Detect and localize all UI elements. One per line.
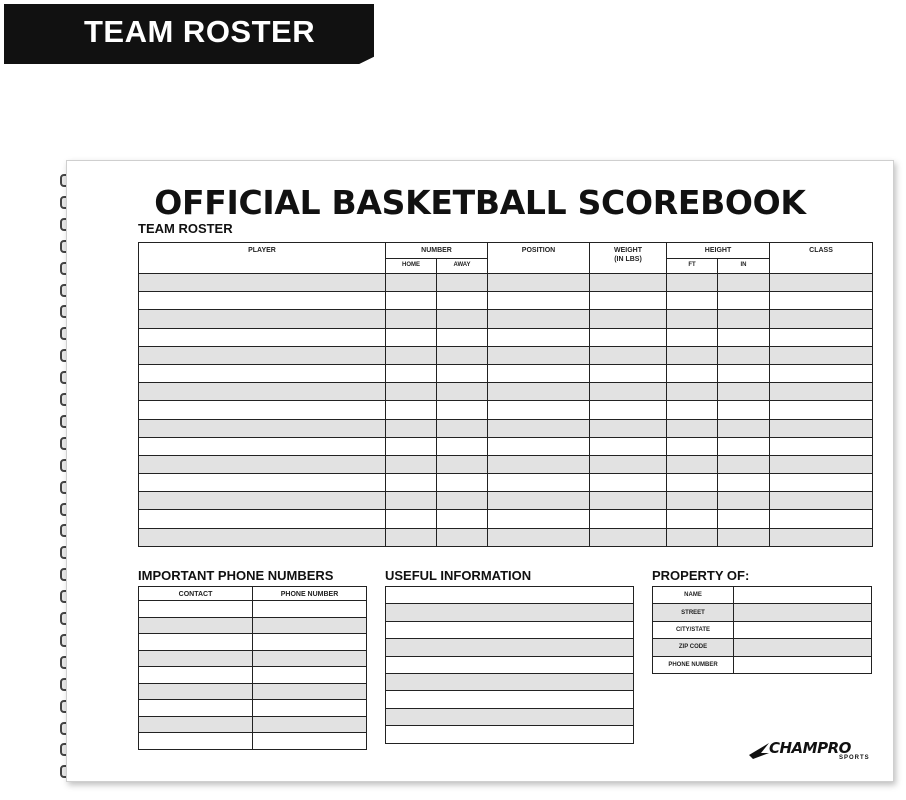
entry-cell[interactable]	[437, 292, 488, 310]
table-row	[139, 492, 873, 510]
col-weight-label: WEIGHT	[614, 247, 643, 254]
entry-cell[interactable]	[770, 346, 873, 364]
entry-cell[interactable]	[770, 383, 873, 401]
table-row	[139, 601, 367, 618]
entry-cell[interactable]	[770, 510, 873, 528]
entry-cell[interactable]	[386, 726, 634, 743]
entry-cell[interactable]	[253, 650, 367, 667]
col-number: NUMBER	[386, 243, 488, 259]
entry-cell[interactable]	[386, 292, 437, 310]
entry-cell[interactable]	[488, 401, 590, 419]
entry-cell[interactable]	[770, 401, 873, 419]
table-row	[139, 510, 873, 528]
entry-cell[interactable]	[667, 492, 718, 510]
property-row	[653, 604, 872, 621]
entry-cell[interactable]	[718, 401, 770, 419]
entry-cell[interactable]	[718, 328, 770, 346]
table-row	[139, 328, 873, 346]
entry-cell[interactable]	[770, 328, 873, 346]
entry-cell[interactable]	[488, 528, 590, 546]
property-row	[653, 656, 872, 673]
entry-cell[interactable]	[488, 274, 590, 292]
col-away: AWAY	[437, 259, 488, 274]
entry-cell[interactable]	[590, 346, 667, 364]
entry-cell[interactable]	[590, 401, 667, 419]
table-row	[139, 650, 367, 667]
entry-cell[interactable]	[590, 292, 667, 310]
entry-cell[interactable]	[386, 621, 634, 638]
entry-cell[interactable]	[437, 364, 488, 382]
property-value[interactable]	[734, 639, 872, 656]
swoosh-icon	[747, 741, 771, 761]
entry-cell[interactable]	[386, 656, 634, 673]
entry-cell[interactable]	[386, 528, 437, 546]
entry-cell[interactable]	[667, 310, 718, 328]
phones-heading: IMPORTANT PHONE NUMBERS	[138, 568, 334, 583]
table-row	[139, 346, 873, 364]
table-row	[139, 383, 873, 401]
entry-cell[interactable]	[139, 650, 253, 667]
entry-cell[interactable]	[139, 328, 386, 346]
entry-cell[interactable]	[590, 474, 667, 492]
property-row	[653, 639, 872, 656]
col-phone-number: PHONE NUMBER	[253, 587, 367, 601]
entry-cell[interactable]	[386, 455, 437, 473]
entry-cell[interactable]	[437, 346, 488, 364]
entry-cell[interactable]	[667, 328, 718, 346]
property-label: ZIP CODE	[653, 639, 734, 656]
entry-cell[interactable]	[386, 419, 437, 437]
entry-cell[interactable]	[488, 510, 590, 528]
col-ft: FT	[667, 259, 718, 274]
entry-cell[interactable]	[386, 474, 437, 492]
entry-cell[interactable]	[718, 274, 770, 292]
entry-cell[interactable]	[437, 310, 488, 328]
entry-cell[interactable]	[139, 634, 253, 651]
entry-cell[interactable]	[253, 667, 367, 684]
entry-cell[interactable]	[770, 310, 873, 328]
entry-cell[interactable]	[770, 437, 873, 455]
table-row	[139, 733, 367, 750]
entry-cell[interactable]	[770, 492, 873, 510]
entry-cell[interactable]	[667, 401, 718, 419]
entry-cell[interactable]	[770, 274, 873, 292]
entry-cell[interactable]	[139, 346, 386, 364]
entry-cell[interactable]	[139, 455, 386, 473]
entry-cell[interactable]	[139, 617, 253, 634]
entry-cell[interactable]	[139, 492, 386, 510]
entry-cell[interactable]	[488, 474, 590, 492]
entry-cell[interactable]	[667, 346, 718, 364]
entry-cell[interactable]	[253, 716, 367, 733]
entry-cell[interactable]	[718, 474, 770, 492]
entry-cell[interactable]	[590, 310, 667, 328]
entry-cell[interactable]	[437, 528, 488, 546]
property-table	[652, 586, 872, 674]
entry-cell[interactable]	[139, 700, 253, 717]
entry-cell[interactable]	[139, 683, 253, 700]
entry-cell[interactable]	[590, 437, 667, 455]
entry-cell[interactable]	[386, 274, 437, 292]
table-row	[386, 673, 634, 690]
entry-cell[interactable]	[386, 364, 437, 382]
table-row	[139, 617, 367, 634]
entry-cell[interactable]	[386, 587, 634, 604]
entry-cell[interactable]	[253, 700, 367, 717]
table-row	[139, 310, 873, 328]
entry-cell[interactable]	[770, 528, 873, 546]
entry-cell[interactable]	[139, 528, 386, 546]
entry-cell[interactable]	[770, 364, 873, 382]
entry-cell[interactable]	[139, 601, 253, 618]
entry-cell[interactable]	[718, 364, 770, 382]
table-row	[139, 419, 873, 437]
entry-cell[interactable]	[590, 510, 667, 528]
property-label: STREET	[653, 604, 734, 621]
entry-cell[interactable]	[253, 601, 367, 618]
entry-cell[interactable]	[488, 419, 590, 437]
table-row	[386, 604, 634, 621]
scorebook-page	[66, 160, 894, 782]
property-value[interactable]	[734, 621, 872, 638]
col-weight-unit: (IN LBS)	[614, 256, 642, 263]
entry-cell[interactable]	[667, 383, 718, 401]
entry-cell[interactable]	[437, 419, 488, 437]
entry-cell[interactable]	[590, 364, 667, 382]
entry-cell[interactable]	[718, 310, 770, 328]
entry-cell[interactable]	[437, 474, 488, 492]
entry-cell[interactable]	[437, 437, 488, 455]
entry-cell[interactable]	[253, 634, 367, 651]
property-value[interactable]	[734, 656, 872, 673]
table-row	[139, 474, 873, 492]
entry-cell[interactable]	[488, 364, 590, 382]
col-in: IN	[718, 259, 770, 274]
entry-cell[interactable]	[718, 455, 770, 473]
entry-cell[interactable]	[139, 667, 253, 684]
entry-cell[interactable]	[488, 292, 590, 310]
entry-cell[interactable]	[139, 733, 253, 750]
property-row	[653, 621, 872, 638]
col-contact: CONTACT	[139, 587, 253, 601]
table-row	[139, 528, 873, 546]
table-row	[139, 667, 367, 684]
phones-table	[138, 586, 367, 750]
table-row	[139, 700, 367, 717]
entry-cell[interactable]	[667, 528, 718, 546]
entry-cell[interactable]	[770, 455, 873, 473]
entry-cell[interactable]	[488, 455, 590, 473]
logo-brand: CHAMPRO	[769, 739, 851, 757]
entry-cell[interactable]	[437, 274, 488, 292]
entry-cell[interactable]	[437, 401, 488, 419]
entry-cell[interactable]	[590, 328, 667, 346]
table-row	[386, 639, 634, 656]
entry-cell[interactable]	[718, 383, 770, 401]
entry-cell[interactable]	[386, 310, 437, 328]
entry-cell[interactable]	[718, 528, 770, 546]
entry-cell[interactable]	[718, 346, 770, 364]
entry-cell[interactable]	[590, 274, 667, 292]
entry-cell[interactable]	[386, 492, 437, 510]
entry-cell[interactable]	[770, 474, 873, 492]
logo-sub: SPORTS	[839, 755, 870, 761]
entry-cell[interactable]	[770, 419, 873, 437]
entry-cell[interactable]	[386, 510, 437, 528]
entry-cell[interactable]	[667, 510, 718, 528]
entry-cell[interactable]	[139, 292, 386, 310]
property-heading: PROPERTY OF:	[652, 568, 750, 583]
entry-cell[interactable]	[488, 437, 590, 455]
entry-cell[interactable]	[386, 401, 437, 419]
entry-cell[interactable]	[667, 364, 718, 382]
entry-cell[interactable]	[386, 673, 634, 690]
property-value[interactable]	[734, 587, 872, 604]
entry-cell[interactable]	[139, 364, 386, 382]
table-row	[386, 621, 634, 638]
entry-cell[interactable]	[386, 639, 634, 656]
entry-cell[interactable]	[590, 528, 667, 546]
entry-cell[interactable]	[437, 455, 488, 473]
entry-cell[interactable]	[386, 708, 634, 725]
table-row	[139, 401, 873, 419]
entry-cell[interactable]	[386, 437, 437, 455]
entry-cell[interactable]	[139, 474, 386, 492]
table-row	[139, 683, 367, 700]
property-row	[653, 587, 872, 604]
entry-cell[interactable]	[386, 346, 437, 364]
table-row	[139, 274, 873, 292]
entry-cell[interactable]	[386, 328, 437, 346]
entry-cell[interactable]	[488, 346, 590, 364]
entry-cell[interactable]	[139, 419, 386, 437]
entry-cell[interactable]	[139, 401, 386, 419]
entry-cell[interactable]	[253, 733, 367, 750]
col-player: PLAYER	[139, 243, 386, 274]
table-row	[386, 656, 634, 673]
property-label: NAME	[653, 587, 734, 604]
entry-cell[interactable]	[667, 437, 718, 455]
entry-cell[interactable]	[139, 310, 386, 328]
entry-cell[interactable]	[488, 328, 590, 346]
property-value[interactable]	[734, 604, 872, 621]
table-row	[139, 716, 367, 733]
entry-cell[interactable]	[139, 716, 253, 733]
col-class: CLASS	[770, 243, 873, 274]
entry-cell[interactable]	[139, 510, 386, 528]
entry-cell[interactable]	[253, 617, 367, 634]
table-row	[386, 726, 634, 743]
entry-cell[interactable]	[667, 274, 718, 292]
entry-cell[interactable]	[718, 510, 770, 528]
useful-info-table	[385, 586, 634, 744]
entry-cell[interactable]	[386, 691, 634, 708]
entry-cell[interactable]	[590, 419, 667, 437]
entry-cell[interactable]	[667, 419, 718, 437]
entry-cell[interactable]	[437, 383, 488, 401]
entry-cell[interactable]	[139, 437, 386, 455]
entry-cell[interactable]	[667, 455, 718, 473]
entry-cell[interactable]	[488, 492, 590, 510]
entry-cell[interactable]	[488, 310, 590, 328]
entry-cell[interactable]	[437, 492, 488, 510]
entry-cell[interactable]	[667, 292, 718, 310]
property-label: CITY/STATE	[653, 621, 734, 638]
table-row	[386, 691, 634, 708]
entry-cell[interactable]	[590, 455, 667, 473]
table-row	[139, 437, 873, 455]
entry-cell[interactable]	[386, 383, 437, 401]
property-label: PHONE NUMBER	[653, 656, 734, 673]
col-home: HOME	[386, 259, 437, 274]
col-position: POSITION	[488, 243, 590, 274]
table-row	[386, 587, 634, 604]
useful-heading: USEFUL INFORMATION	[385, 568, 532, 583]
entry-cell[interactable]	[437, 510, 488, 528]
entry-cell[interactable]	[139, 274, 386, 292]
table-row	[139, 634, 367, 651]
entry-cell[interactable]	[590, 383, 667, 401]
col-height: HEIGHT	[667, 243, 770, 259]
entry-cell[interactable]	[590, 492, 667, 510]
roster-heading: TEAM ROSTER	[138, 221, 233, 236]
entry-cell[interactable]	[667, 474, 718, 492]
entry-cell[interactable]	[718, 419, 770, 437]
banner-title: TEAM ROSTER	[84, 14, 316, 49]
entry-cell[interactable]	[139, 383, 386, 401]
entry-cell[interactable]	[437, 328, 488, 346]
table-row	[139, 292, 873, 310]
entry-cell[interactable]	[770, 292, 873, 310]
table-row	[386, 708, 634, 725]
table-row	[139, 455, 873, 473]
col-weight	[590, 243, 667, 274]
scorebook-title: OFFICIAL BASKETBALL SCOREBOOK	[154, 183, 806, 222]
entry-cell[interactable]	[718, 492, 770, 510]
roster-table	[138, 242, 873, 547]
table-row	[139, 364, 873, 382]
entry-cell[interactable]	[718, 437, 770, 455]
entry-cell[interactable]	[718, 292, 770, 310]
entry-cell[interactable]	[386, 604, 634, 621]
entry-cell[interactable]	[488, 383, 590, 401]
entry-cell[interactable]	[253, 683, 367, 700]
